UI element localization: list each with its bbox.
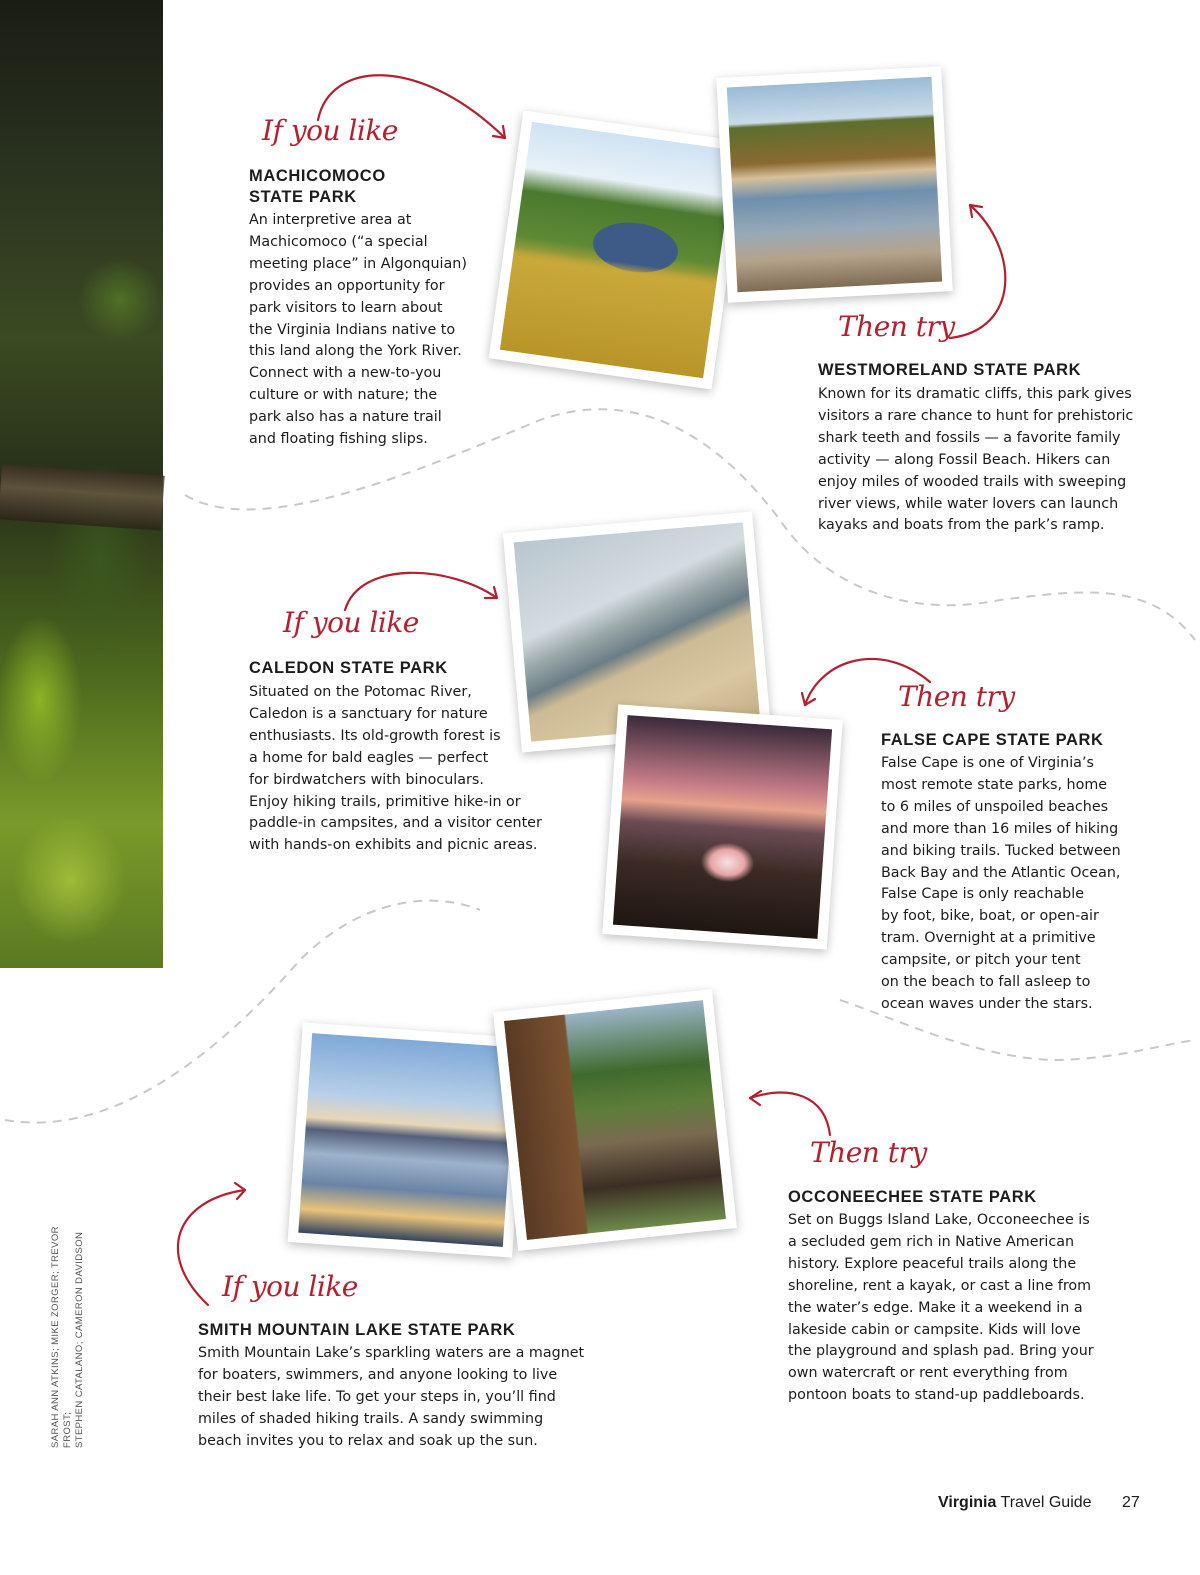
section-1-title: MACHICOMOCO STATE PARK [249, 167, 386, 206]
section-1-intro: If you like [262, 114, 398, 147]
photo-credit [50, 1200, 85, 1450]
section-2-title: WESTMORELAND STATE PARK [818, 361, 1082, 379]
photo-credit-text: SARAH ANN ATKINS; MIKE ZORGER; TREVOR FROST; STEPHEN CATALANO; CAMERON DAVIDSON [50, 1226, 85, 1448]
section-5-intro: If you like [222, 1270, 358, 1303]
section-2-text: Known for its dramatic cliffs, this park gives visitors a rare chance to hunt for prehistoric shark teeth and fossils — a favorite family activity — along Fossil Beach. Hikers can enjoy miles of wooded trails with sweeping river views, while water lovers can launch kayaks and boats from the park’s ramp. [818, 386, 1134, 534]
arrow-2 [950, 205, 1005, 338]
page-number: 27 [1122, 1494, 1140, 1511]
section-2-intro: Then try [838, 310, 955, 343]
smith-mountain-lake-photo [288, 1022, 528, 1257]
section-5-text: Smith Mountain Lake’s sparkling waters are a magnet for boaters, swimmers, and anyone looking to live their best lake life. To get your steps in, you’ll find miles of shaded hiking trails. A sandy swimming beach invites you to relax and soak up the sun. [198, 1345, 585, 1449]
section-3-text: Situated on the Potomac River, Caledon is a sanctuary for nature enthusiasts. Its old-growth forest is a home for bald eagles — perfect for birdwatchers with binoculars. Enjoy hiking trails, primitive hike-in or paddle-in campsites, and a visitor center with hands-on exhibits and picnic areas. [249, 684, 542, 854]
section-6-title: OCCONEECHEE STATE PARK [788, 1188, 1037, 1206]
section-4-intro: Then try [898, 680, 1015, 713]
section-4-title: FALSE CAPE STATE PARK [881, 731, 1104, 749]
footer-guide: Travel Guide [996, 1494, 1092, 1511]
arrow-3 [345, 573, 497, 610]
machicomoco-photo [489, 111, 747, 390]
westmoreland-photo [716, 66, 952, 302]
section-1-text: An interpretive area at Machicomoco (“a special meeting place” in Algonquian) provides an opportunity for park visitors to learn about the Virginia Indians native to this land along the York River. Connect with a new-to-you culture or with nature; the park also has a nature trail and floating fishing slips. [249, 212, 467, 448]
section-3-intro: If you like [283, 606, 419, 639]
section-6-text: Set on Buggs Island Lake, Occoneechee is a secluded gem rich in Native American history. Explore peaceful trails along the shoreline, rent a kayak, or cast a line from the water’s edge. Make it a weekend in a lakeside cabin or campsite. Kids will love the playground and splash pad. Bring your own watercraft or rent everything from pontoon boats to stand-up paddleboards. [788, 1212, 1094, 1404]
section-3-title: CALEDON STATE PARK [249, 659, 448, 677]
occoneechee-photo [493, 989, 737, 1251]
footer [938, 1494, 1092, 1512]
section-5-title: SMITH MOUNTAIN LAKE STATE PARK [198, 1321, 516, 1339]
section-6-intro: Then try [810, 1136, 927, 1169]
section-4-text: False Cape is one of Virginia’s most remote state parks, home to 6 miles of unspoiled beaches and more than 16 miles of hiking and biking trails. Tucked between Back Bay and the Atlantic Ocean, False Cape is only reachable by foot, bike, boat, or open-air tram. Overnight at a primitive campsite, or pitch your tent on the beach to fall asleep to ocean waves under the stars. [881, 755, 1121, 1012]
false-cape-photo [602, 704, 842, 949]
footer-brand: Virginia [938, 1494, 997, 1511]
arrow-6 [750, 1093, 830, 1135]
